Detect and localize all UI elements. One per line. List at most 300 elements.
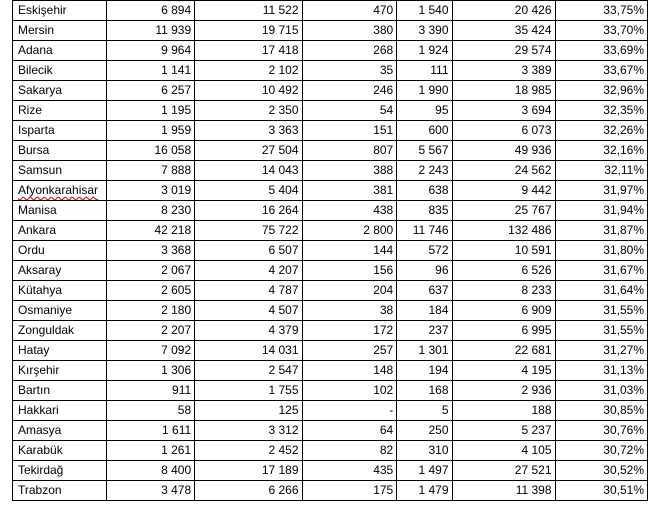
value-cell[interactable] (452, 321, 555, 341)
value-cell[interactable] (106, 61, 194, 81)
table-row (13, 81, 648, 101)
cell-value: 2 102 (268, 63, 299, 77)
province-name: Aksaray (18, 263, 62, 277)
value-cell[interactable] (397, 121, 452, 141)
province-name: Sakarya (18, 83, 63, 97)
value-cell[interactable] (452, 421, 555, 441)
value-cell[interactable] (452, 181, 555, 201)
province-name: Ordu (18, 243, 45, 257)
cell-value: 2 605 (161, 283, 192, 297)
table-row (13, 301, 648, 321)
cell-value: 8 400 (161, 463, 192, 477)
value-cell[interactable] (302, 261, 397, 281)
cell-value: 95 (435, 103, 449, 117)
province-name: Adana (18, 43, 53, 57)
cell-value: 1 261 (161, 443, 192, 457)
province-name: Tekirdağ (18, 463, 64, 477)
cell-value: 11 398 (515, 483, 552, 497)
cell-value: 3 363 (268, 123, 299, 137)
percent-cell[interactable] (555, 401, 648, 421)
cell-value: 32,16% (603, 143, 644, 157)
table-row (13, 361, 648, 381)
value-cell[interactable] (452, 441, 555, 461)
cell-value: 6 257 (161, 83, 192, 97)
value-cell[interactable] (302, 481, 397, 501)
value-cell[interactable] (452, 481, 555, 501)
province-name: Mersin (18, 23, 55, 37)
value-cell[interactable] (452, 361, 555, 381)
cell-value: 22 681 (514, 343, 552, 357)
value-cell[interactable] (302, 221, 397, 241)
value-cell[interactable] (106, 1, 194, 21)
value-cell[interactable] (195, 81, 302, 101)
percent-cell[interactable] (555, 481, 648, 501)
cell-value: 310 (428, 443, 449, 457)
percent-cell[interactable] (555, 281, 648, 301)
value-cell[interactable] (106, 421, 194, 441)
cell-value: 75 722 (261, 223, 299, 237)
cell-value: 49 936 (514, 143, 552, 157)
cell-value: 125 (278, 403, 299, 417)
table-body (13, 1, 648, 501)
cell-value: 470 (373, 3, 394, 17)
cell-value: 144 (373, 243, 394, 257)
value-cell[interactable] (106, 241, 194, 261)
cell-value: 4 507 (268, 303, 299, 317)
value-cell[interactable] (397, 321, 452, 341)
table-row (13, 441, 648, 461)
percent-cell[interactable] (555, 301, 648, 321)
cell-value: 102 (373, 383, 394, 397)
province-name: Afyonkarahisar (18, 183, 99, 197)
province-name: Rize (18, 103, 43, 117)
province-cell[interactable] (13, 81, 107, 101)
percent-cell[interactable] (555, 441, 648, 461)
cell-value: 1 755 (268, 383, 299, 397)
cell-value: 7 092 (161, 343, 192, 357)
cell-value: 3 390 (418, 23, 449, 37)
cell-value: 132 486 (508, 223, 552, 237)
cell-value: 835 (428, 203, 449, 217)
cell-value: 30,52% (603, 463, 644, 477)
cell-value: 4 207 (268, 263, 299, 277)
value-cell[interactable] (302, 141, 397, 161)
province-cell[interactable] (13, 421, 107, 441)
table-row (13, 481, 648, 501)
value-cell[interactable] (397, 141, 452, 161)
province-name: Eskişehir (18, 3, 67, 17)
cell-value: 27 521 (514, 463, 552, 477)
percent-cell[interactable] (555, 101, 648, 121)
table-row (13, 161, 648, 181)
cell-value: 54 (379, 103, 394, 117)
value-cell[interactable] (452, 101, 555, 121)
value-cell[interactable] (195, 21, 302, 41)
value-cell[interactable] (106, 161, 194, 181)
value-cell[interactable] (302, 201, 397, 221)
cell-value: 19 715 (261, 23, 299, 37)
value-cell[interactable] (302, 181, 397, 201)
value-cell[interactable] (452, 221, 555, 241)
province-cell[interactable] (13, 361, 107, 381)
cell-value: 1 195 (161, 103, 192, 117)
percent-cell[interactable] (555, 321, 648, 341)
cell-value: 2 936 (521, 383, 552, 397)
value-cell[interactable] (106, 101, 194, 121)
value-cell[interactable] (195, 141, 302, 161)
cell-value: 9 964 (161, 43, 192, 57)
value-cell[interactable] (106, 181, 194, 201)
cell-value: 111 (430, 63, 449, 77)
value-cell[interactable] (106, 261, 194, 281)
cell-value: 156 (373, 263, 394, 277)
province-cell[interactable] (13, 101, 107, 121)
value-cell[interactable] (397, 61, 452, 81)
table-row (13, 461, 648, 481)
cell-value: 31,67% (603, 263, 644, 277)
value-cell[interactable] (195, 101, 302, 121)
province-cell[interactable] (13, 221, 107, 241)
value-cell[interactable] (452, 381, 555, 401)
value-cell[interactable] (302, 81, 397, 101)
value-cell[interactable] (452, 61, 555, 81)
cell-value: 6 266 (268, 483, 299, 497)
value-cell[interactable] (106, 461, 194, 481)
value-cell[interactable] (397, 341, 452, 361)
percent-cell[interactable] (555, 81, 648, 101)
province-data-table (12, 0, 648, 501)
province-cell[interactable] (13, 301, 107, 321)
value-cell[interactable] (452, 281, 555, 301)
table-row (13, 381, 648, 401)
value-cell[interactable] (397, 381, 452, 401)
value-cell[interactable] (106, 81, 194, 101)
value-cell[interactable] (452, 141, 555, 161)
cell-value: 911 (172, 383, 192, 397)
value-cell[interactable] (195, 281, 302, 301)
percent-cell[interactable] (555, 61, 648, 81)
cell-value: 42 218 (154, 223, 192, 237)
percent-cell[interactable] (555, 421, 648, 441)
value-cell[interactable] (452, 261, 555, 281)
cell-value: 3 389 (521, 63, 552, 77)
value-cell[interactable] (195, 201, 302, 221)
value-cell[interactable] (106, 401, 194, 421)
table-row (13, 101, 648, 121)
cell-value: 16 058 (154, 143, 192, 157)
cell-value: 168 (428, 383, 449, 397)
table-row (13, 261, 648, 281)
province-cell[interactable] (13, 261, 107, 281)
value-cell[interactable] (397, 241, 452, 261)
percent-cell[interactable] (555, 261, 648, 281)
province-cell[interactable] (13, 161, 107, 181)
percent-cell[interactable] (555, 361, 648, 381)
value-cell[interactable] (302, 41, 397, 61)
percent-cell[interactable] (555, 141, 648, 161)
value-cell[interactable] (302, 281, 397, 301)
cell-value: 58 (177, 403, 192, 417)
value-cell[interactable] (397, 221, 452, 241)
cell-value: 18 985 (514, 83, 552, 97)
value-cell[interactable] (195, 461, 302, 481)
province-cell[interactable] (13, 181, 107, 201)
value-cell[interactable] (302, 381, 397, 401)
value-cell[interactable] (452, 341, 555, 361)
value-cell[interactable] (397, 81, 452, 101)
province-cell[interactable] (13, 401, 107, 421)
value-cell[interactable] (452, 121, 555, 141)
value-cell[interactable] (397, 361, 452, 381)
cell-value: 388 (373, 163, 394, 177)
cell-value: 6 909 (521, 303, 552, 317)
province-cell[interactable] (13, 441, 107, 461)
cell-value: 16 264 (261, 203, 299, 217)
value-cell[interactable] (302, 1, 397, 21)
value-cell[interactable] (106, 281, 194, 301)
cell-value: 381 (373, 183, 394, 197)
province-cell[interactable] (13, 201, 107, 221)
cell-value: 268 (373, 43, 394, 57)
value-cell[interactable] (106, 21, 194, 41)
value-cell[interactable] (302, 61, 397, 81)
province-name: Karabük (18, 443, 63, 457)
value-cell[interactable] (195, 381, 302, 401)
cell-value: 572 (428, 243, 449, 257)
province-cell[interactable] (13, 121, 107, 141)
value-cell[interactable] (397, 441, 452, 461)
province-name: Trabzon (18, 483, 62, 497)
value-cell[interactable] (302, 361, 397, 381)
percent-cell[interactable] (555, 221, 648, 241)
value-cell[interactable] (195, 321, 302, 341)
value-cell[interactable] (302, 461, 397, 481)
value-cell[interactable] (397, 41, 452, 61)
province-cell[interactable] (13, 61, 107, 81)
percent-cell[interactable] (555, 201, 648, 221)
percent-cell[interactable] (555, 161, 648, 181)
value-cell[interactable] (397, 481, 452, 501)
cell-value: 151 (373, 123, 394, 137)
cell-value: 2 547 (268, 363, 299, 377)
percent-cell[interactable] (555, 21, 648, 41)
cell-value: 14 043 (261, 163, 299, 177)
value-cell[interactable] (195, 481, 302, 501)
percent-cell[interactable] (555, 341, 648, 361)
value-cell[interactable] (106, 481, 194, 501)
value-cell[interactable] (452, 81, 555, 101)
value-cell[interactable] (302, 121, 397, 141)
value-cell[interactable] (106, 301, 194, 321)
cell-value: 237 (428, 323, 449, 337)
province-cell[interactable] (13, 381, 107, 401)
cell-value: 33,70% (603, 23, 644, 37)
value-cell[interactable] (452, 461, 555, 481)
value-cell[interactable] (397, 461, 452, 481)
value-cell[interactable] (195, 341, 302, 361)
value-cell[interactable] (195, 181, 302, 201)
cell-value: 6 526 (521, 263, 552, 277)
value-cell[interactable] (397, 261, 452, 281)
province-cell[interactable] (13, 41, 107, 61)
percent-cell[interactable] (555, 181, 648, 201)
value-cell[interactable] (452, 401, 555, 421)
cell-value: 250 (428, 423, 449, 437)
value-cell[interactable] (106, 321, 194, 341)
cell-value: 638 (428, 183, 449, 197)
value-cell[interactable] (195, 361, 302, 381)
value-cell[interactable] (397, 1, 452, 21)
percent-cell[interactable] (555, 381, 648, 401)
value-cell[interactable] (106, 141, 194, 161)
cell-value: 30,72% (603, 443, 644, 457)
province-cell[interactable] (13, 141, 107, 161)
percent-cell[interactable] (555, 121, 648, 141)
province-cell[interactable] (13, 341, 107, 361)
value-cell[interactable] (195, 41, 302, 61)
cell-value: 31,97% (603, 183, 644, 197)
value-cell[interactable] (397, 21, 452, 41)
cell-value: 148 (373, 363, 394, 377)
cell-value: 1 306 (161, 363, 192, 377)
cell-value: 31,87% (603, 223, 644, 237)
value-cell[interactable] (397, 101, 452, 121)
table-row (13, 341, 648, 361)
value-cell[interactable] (397, 281, 452, 301)
value-cell[interactable] (397, 161, 452, 181)
cell-value: 2 452 (268, 443, 299, 457)
value-cell[interactable] (106, 41, 194, 61)
cell-value: 1 540 (418, 3, 449, 17)
value-cell[interactable] (397, 421, 452, 441)
cell-value: 32,26% (603, 123, 644, 137)
value-cell[interactable] (195, 221, 302, 241)
value-cell[interactable] (195, 401, 302, 421)
value-cell[interactable] (397, 301, 452, 321)
value-cell[interactable] (302, 321, 397, 341)
cell-value: 435 (373, 463, 394, 477)
value-cell[interactable] (195, 421, 302, 441)
value-cell[interactable] (452, 41, 555, 61)
province-cell[interactable] (13, 1, 107, 21)
cell-value: 3 368 (161, 243, 192, 257)
cell-value: 637 (428, 283, 449, 297)
value-cell[interactable] (195, 61, 302, 81)
cell-value: 172 (373, 323, 394, 337)
cell-value: 5 237 (521, 423, 552, 437)
cell-value: 38 (379, 303, 394, 317)
value-cell[interactable] (106, 221, 194, 241)
cell-value: 2 207 (161, 323, 192, 337)
value-cell[interactable] (195, 441, 302, 461)
cell-value: 6 507 (268, 243, 299, 257)
value-cell[interactable] (106, 361, 194, 381)
province-cell[interactable] (13, 21, 107, 41)
province-name: Kütahya (18, 283, 63, 297)
value-cell[interactable] (452, 21, 555, 41)
value-cell[interactable] (195, 161, 302, 181)
province-cell[interactable] (13, 321, 107, 341)
percent-cell[interactable] (555, 461, 648, 481)
cell-value: 8 230 (161, 203, 192, 217)
province-name: Bursa (18, 143, 50, 157)
value-cell[interactable] (302, 421, 397, 441)
value-cell[interactable] (452, 241, 555, 261)
value-cell[interactable] (106, 121, 194, 141)
cell-value: 1 301 (418, 343, 449, 357)
province-cell[interactable] (13, 241, 107, 261)
value-cell[interactable] (195, 261, 302, 281)
value-cell[interactable] (452, 1, 555, 21)
value-cell[interactable] (302, 101, 397, 121)
province-cell[interactable] (13, 461, 107, 481)
cell-value: 11 746 (412, 223, 449, 237)
cell-value: 31,64% (603, 283, 644, 297)
value-cell[interactable] (302, 341, 397, 361)
province-cell[interactable] (13, 481, 107, 501)
cell-value: 3 694 (521, 103, 552, 117)
value-cell[interactable] (452, 201, 555, 221)
cell-value: 4 195 (521, 363, 552, 377)
value-cell[interactable] (452, 161, 555, 181)
value-cell[interactable] (106, 441, 194, 461)
value-cell[interactable] (195, 241, 302, 261)
cell-value: 6 894 (161, 3, 192, 17)
cell-value: 10 492 (261, 83, 299, 97)
cell-value: 82 (379, 443, 394, 457)
cell-value: 11 522 (262, 3, 299, 17)
province-cell[interactable] (13, 281, 107, 301)
value-cell[interactable] (397, 401, 452, 421)
cell-value: 17 418 (261, 43, 299, 57)
cell-value: 2 350 (268, 103, 299, 117)
cell-value: 246 (373, 83, 394, 97)
value-cell[interactable] (302, 441, 397, 461)
table-row (13, 121, 648, 141)
cell-value: 32,96% (603, 83, 644, 97)
cell-value: 33,75% (603, 3, 644, 17)
table-row (13, 61, 648, 81)
province-name: Hatay (18, 343, 50, 357)
value-cell[interactable] (302, 301, 397, 321)
value-cell[interactable] (106, 381, 194, 401)
table-row (13, 141, 648, 161)
value-cell[interactable] (302, 401, 397, 421)
cell-value: 6 073 (521, 123, 552, 137)
percent-cell[interactable] (555, 1, 648, 21)
cell-value: 31,80% (603, 243, 644, 257)
value-cell[interactable] (302, 21, 397, 41)
value-cell[interactable] (452, 301, 555, 321)
cell-value: 2 800 (363, 223, 394, 237)
value-cell[interactable] (195, 301, 302, 321)
table-row (13, 281, 648, 301)
cell-value: 1 959 (161, 123, 192, 137)
value-cell[interactable] (106, 341, 194, 361)
cell-value: 10 591 (514, 243, 552, 257)
cell-value: 33,69% (603, 43, 644, 57)
value-cell[interactable] (302, 241, 397, 261)
value-cell[interactable] (397, 201, 452, 221)
value-cell[interactable] (106, 201, 194, 221)
value-cell[interactable] (397, 181, 452, 201)
percent-cell[interactable] (555, 241, 648, 261)
value-cell[interactable] (302, 161, 397, 181)
cell-value: 1 924 (418, 43, 449, 57)
percent-cell[interactable] (555, 41, 648, 61)
value-cell[interactable] (195, 121, 302, 141)
value-cell[interactable] (195, 1, 302, 21)
